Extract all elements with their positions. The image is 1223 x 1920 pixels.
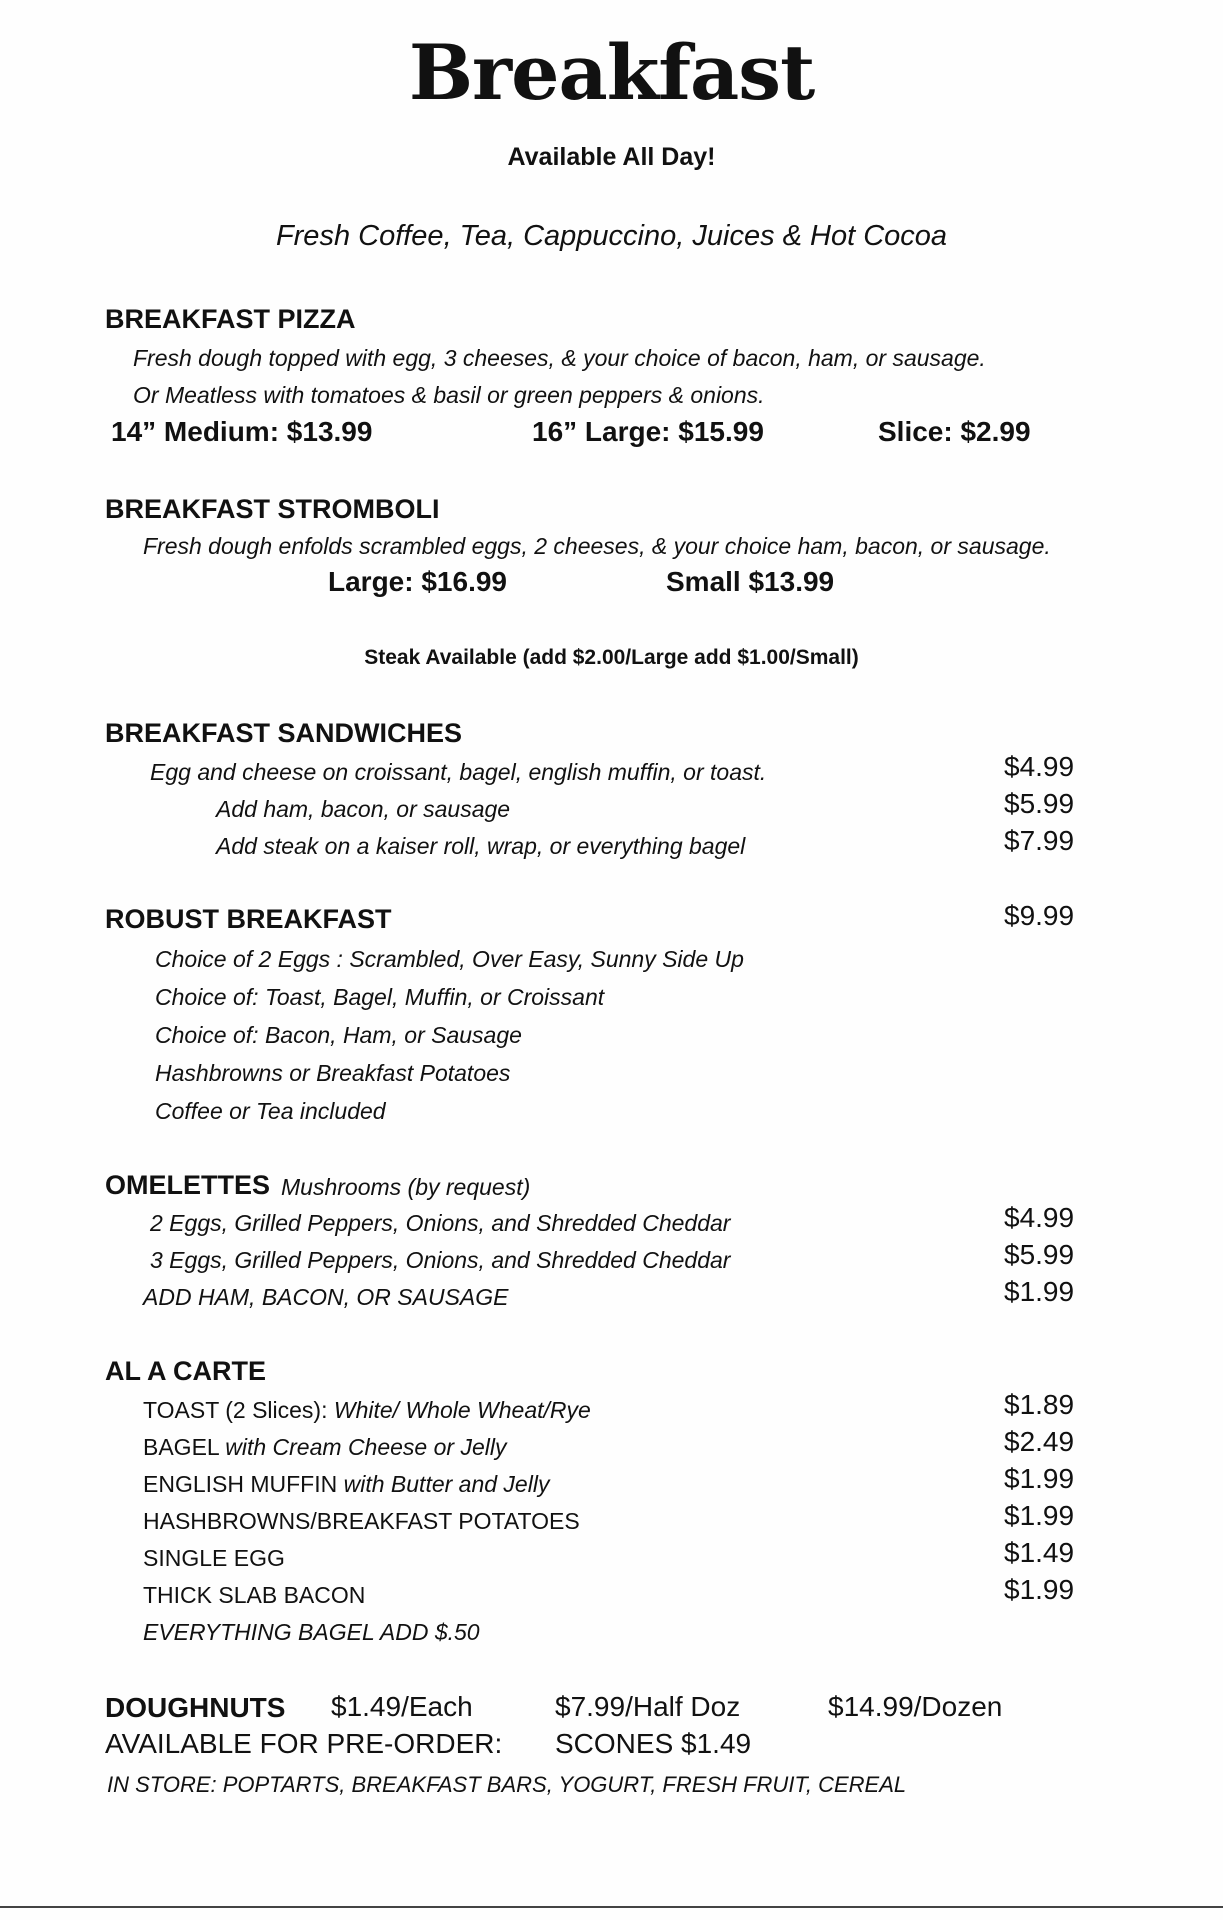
sandwich-item-label: Add steak on a kaiser roll, wrap, or everything bagel: [216, 833, 746, 859]
alacarte-item-label: HASHBROWNS/BREAKFAST POTATOES: [143, 1508, 580, 1534]
page-title: Breakfast: [408, 28, 815, 117]
robust-price: $9.99: [1004, 900, 1075, 931]
section-heading-alacarte: AL A CARTE: [105, 1356, 266, 1386]
omelette-item-label: 3 Eggs, Grilled Peppers, Onions, and Shredded Cheddar: [150, 1247, 731, 1273]
alacarte-item-price: $1.99: [1004, 1500, 1075, 1531]
omelette-item-price: $1.99: [1004, 1276, 1075, 1307]
alacarte-item-label: BAGEL with Cream Cheese or Jelly: [143, 1434, 507, 1460]
omelette-item-price: $5.99: [1004, 1239, 1075, 1270]
alacarte-item-label: SINGLE EGG: [143, 1545, 285, 1571]
sandwich-item-price: $7.99: [1004, 825, 1075, 856]
sandwich-item-label: Add ham, bacon, or sausage: [216, 796, 511, 822]
alacarte-item-label: THICK SLAB BACON: [143, 1582, 366, 1608]
section-heading-stromboli: BREAKFAST STROMBOLI: [105, 494, 440, 524]
alacarte-item-price: $1.49: [1004, 1537, 1075, 1568]
preorder-label: AVAILABLE FOR PRE-ORDER:: [105, 1728, 503, 1759]
drinks-line: Fresh Coffee, Tea, Cappuccino, Juices & Hot Cocoa: [275, 220, 948, 252]
pizza-price-medium: 14” Medium: $13.99: [111, 416, 373, 447]
scones-price: SCONES $1.49: [555, 1728, 752, 1759]
alacarte-extra: EVERYTHING BAGEL ADD $.50: [143, 1619, 480, 1645]
doughnut-price-half-dozen: $7.99/Half Doz: [555, 1691, 741, 1722]
alacarte-item-price: $2.49: [1004, 1426, 1075, 1457]
section-heading-omelettes: OMELETTES: [105, 1170, 271, 1200]
doughnut-price-each: $1.49/Each: [331, 1691, 473, 1722]
alacarte-item-label: ENGLISH MUFFIN with Butter and Jelly: [143, 1471, 550, 1497]
robust-option-line: Hashbrowns or Breakfast Potatoes: [155, 1060, 511, 1086]
availability-subtitle: Available All Day!: [507, 143, 716, 171]
pizza-price-slice: Slice: $2.99: [878, 416, 1031, 447]
pizza-price-large: 16” Large: $15.99: [532, 416, 764, 447]
section-heading-sandwiches: BREAKFAST SANDWICHES: [105, 718, 463, 748]
stromboli-price-small: Small $13.99: [666, 566, 835, 597]
section-heading-doughnuts: DOUGHNUTS: [105, 1692, 286, 1723]
omelette-item-label: 2 Eggs, Grilled Peppers, Onions, and Shredded Cheddar: [150, 1210, 731, 1236]
sandwich-item-label: Egg and cheese on croissant, bagel, english muffin, or toast.: [150, 759, 767, 785]
section-heading-pizza: BREAKFAST PIZZA: [105, 304, 356, 334]
section-heading-robust: ROBUST BREAKFAST: [105, 904, 392, 934]
steak-note: Steak Available (add $2.00/Large add $1.00/Small): [364, 646, 859, 669]
pizza-description-2: Or Meatless with tomatoes & basil or green peppers & onions.: [133, 382, 765, 408]
alacarte-item-price: $1.99: [1004, 1463, 1075, 1494]
robust-option-line: Choice of: Bacon, Ham, or Sausage: [155, 1022, 522, 1048]
stromboli-description: Fresh dough enfolds scrambled eggs, 2 cheeses, & your choice ham, bacon, or sausage.: [143, 533, 1051, 559]
omelette-item-price: $4.99: [1004, 1202, 1075, 1233]
robust-option-line: Coffee or Tea included: [155, 1098, 386, 1124]
bottom-divider: [0, 1906, 1223, 1908]
alacarte-item-price: $1.89: [1004, 1389, 1075, 1420]
instore-items: IN STORE: POPTARTS, BREAKFAST BARS, YOGURT, FRESH FRUIT, CEREAL: [107, 1772, 907, 1797]
pizza-description-1: Fresh dough topped with egg, 3 cheeses, & your choice of bacon, ham, or sausage.: [133, 345, 986, 371]
robust-option-line: Choice of 2 Eggs : Scrambled, Over Easy, Sunny Side Up: [155, 946, 744, 972]
alacarte-item-price: $1.99: [1004, 1574, 1075, 1605]
doughnut-price-dozen: $14.99/Dozen: [828, 1691, 1003, 1722]
omelette-item-label: ADD HAM, BACON, OR SAUSAGE: [143, 1284, 509, 1310]
robust-option-line: Choice of: Toast, Bagel, Muffin, or Croissant: [155, 984, 605, 1010]
omelettes-subheading: Mushrooms (by request): [281, 1174, 531, 1200]
stromboli-price-large: Large: $16.99: [328, 566, 507, 597]
alacarte-item-label: TOAST (2 Slices): White/ Whole Wheat/Rye: [143, 1397, 591, 1423]
sandwich-item-price: $4.99: [1004, 751, 1075, 782]
sandwich-item-price: $5.99: [1004, 788, 1075, 819]
